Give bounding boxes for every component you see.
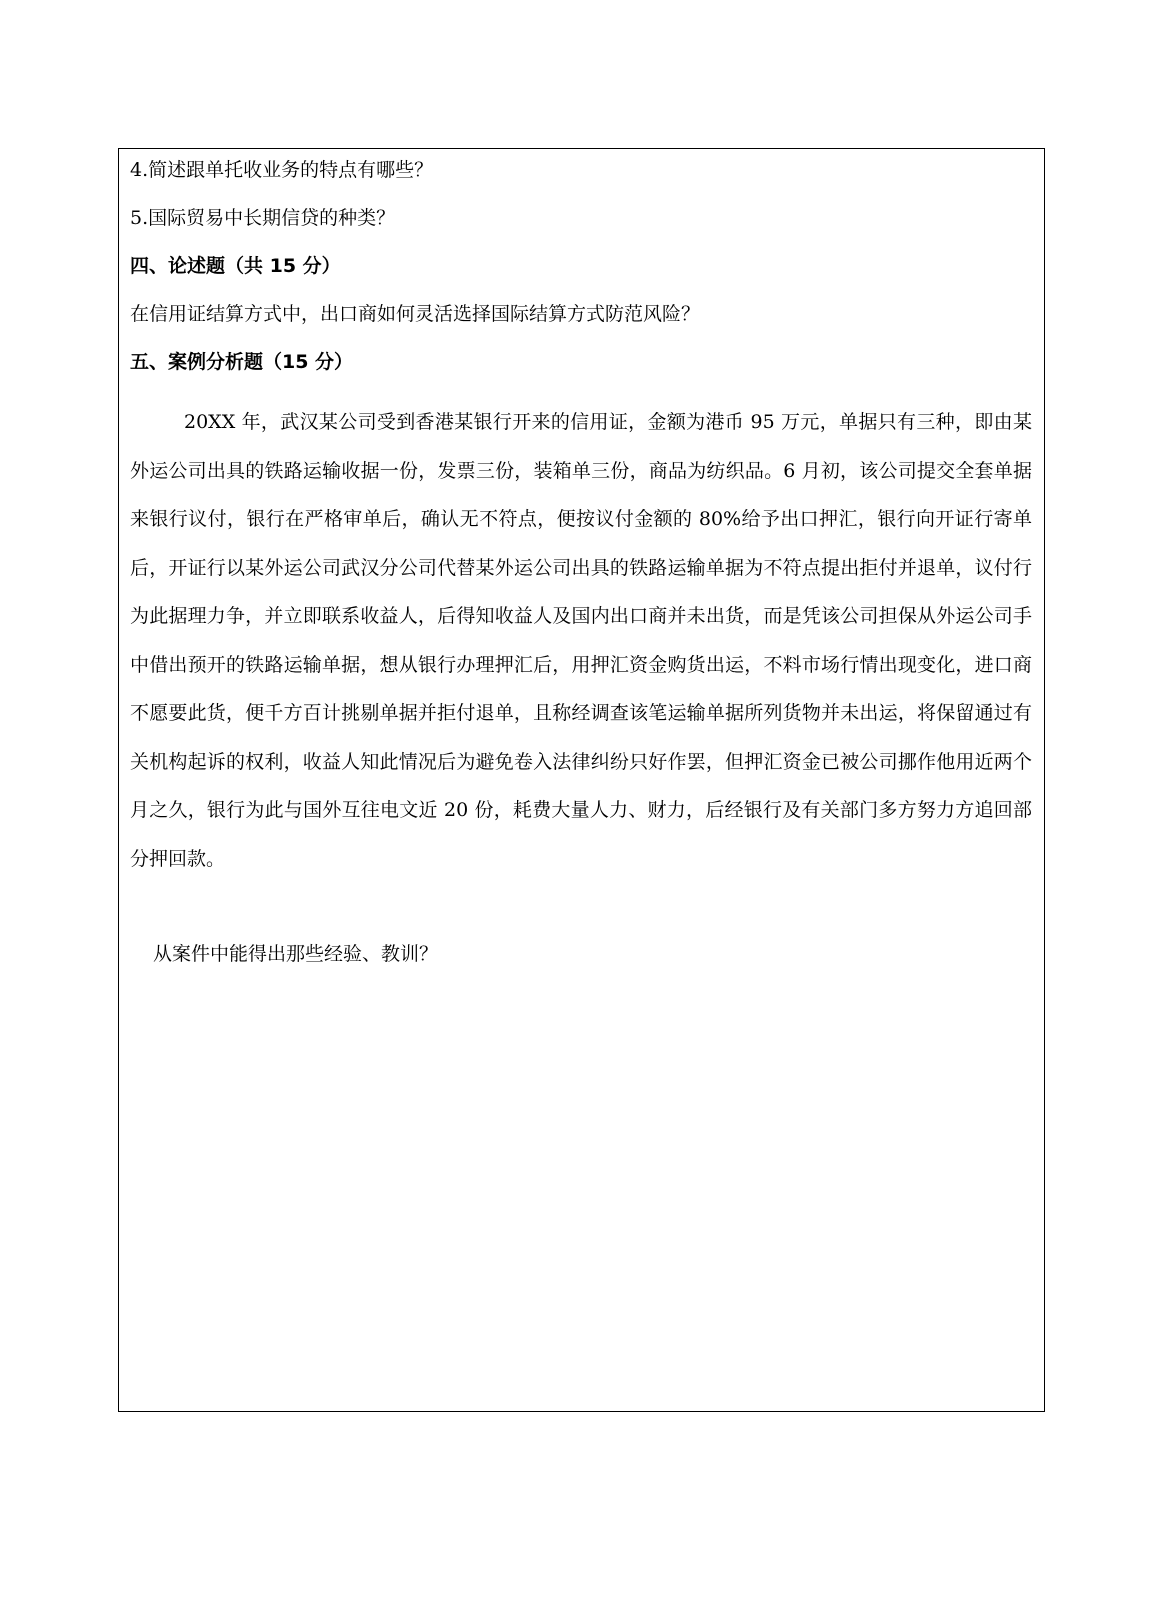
section-5-heading: 五、案例分析题（15 分） xyxy=(130,351,354,373)
case-followup-question: 从案件中能得出那些经验、教训？ xyxy=(153,943,439,965)
section-4-heading: 四、论述题（共 15 分） xyxy=(130,255,341,277)
section-4-question: 在信用证结算方式中，出口商如何灵活选择国际结算方式防范风险？ xyxy=(130,303,701,325)
question-4: 4.简述跟单托收业务的特点有哪些？ xyxy=(130,159,434,181)
question-5: 5.国际贸易中长期信贷的种类？ xyxy=(130,207,396,229)
case-paragraph: 20XX 年，武汉某公司受到香港某银行开来的信用证，金额为港币 95 万元，单据只有三种，即由某外运公司出具的铁路运输收据一份，发票三份，装箱单三份，商品为纺织品。6 月初，该公司提交全套单据来银行议付，银行在严格审单后，确认无不符点，便按议付金额的 80%给予出口押汇，银行向开证行寄单后，开证行以某外运公司武汉分公司代替某外运公司出具的铁路运输单据为不符点提出拒付并退单，议付行为此据理力争，并立即联系收益人，后得知收益人及国内出口商并未出货，而是凭该公司担保从外运公司手中借出预开的铁路运输单据，想从银行办理押汇后，用押汇资金购货出运，不料市场行情出现变化，进口商不愿要此货，便千方百计挑剔单据并拒付退单，且称经调查该笔运输单据所列货物并未出运，将保留通过有关机构起诉的权利，收益人知此情况后为避免卷入法律纠纷只好作罢，但押汇资金已被公司挪作他用近两个月之久，银行为此与国外互往电文近 20 份，耗费大量人力、财力，后经银行及有关部门多方努力方追回部分押回款。 xyxy=(130,411,1032,870)
